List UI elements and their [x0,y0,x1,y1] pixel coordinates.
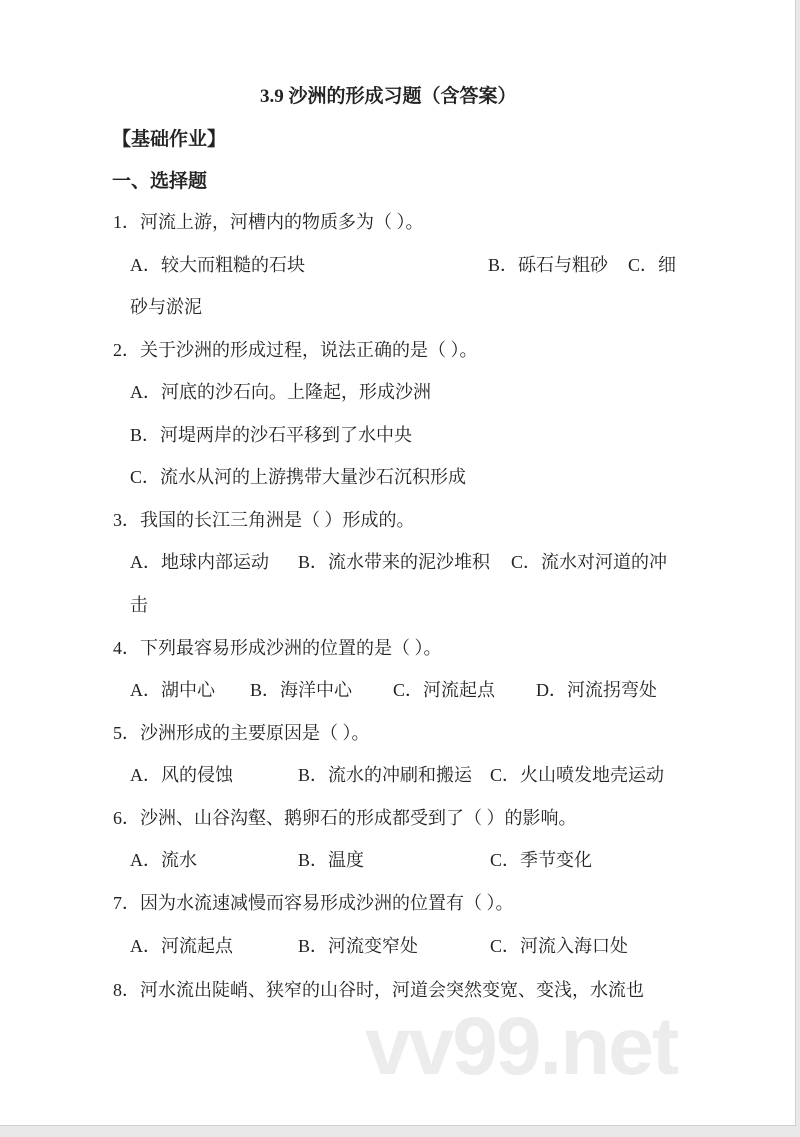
question-5 [0,712,795,754]
question-text: 7．因为水流速减慢而容易形成沙洲的位置有（ ）。 [113,893,514,913]
option-b: B．流水带来的泥沙堆积 [298,552,491,572]
part-heading: 一、选择题 [112,171,208,192]
question-2 [0,329,795,371]
option-c: C．河流起点 [393,680,496,700]
option-a: A．流水 [130,850,197,870]
option-row [0,371,795,413]
question-text: 1．河流上游，河槽内的物质多为（ ）。 [113,212,424,232]
option-a: A．河流起点 [130,936,233,956]
option-a: A．较大而粗糙的石块 [130,255,305,275]
section-line [0,119,795,161]
option-wrap [0,286,795,328]
option-c: C．河流入海口处 [490,936,629,956]
question-4 [0,627,795,669]
question-text: 3．我国的长江三角洲是（ ）形成的。 [113,510,415,530]
doc-title-line [0,76,795,118]
question-text: 2．关于沙洲的形成过程，说法正确的是（ ）。 [113,340,478,360]
option-a: A．河底的沙石向。上隆起，形成沙洲 [130,382,431,402]
section-heading: 【基础作业】 [112,129,227,150]
option-b: B．河流变窄处 [298,936,419,956]
option-b: B．砾石与粗砂 [488,255,609,275]
doc-title: 3.9 沙洲的形成习题（含答案） [260,86,517,107]
option-b: B．流水的冲刷和搬运 [298,765,473,785]
part-line [0,161,795,203]
option-a: A．风的侵蚀 [130,765,233,785]
option-a: A．湖中心 [130,680,215,700]
option-a: A．地球内部运动 [130,552,269,572]
option-b: B．温度 [298,850,365,870]
question-text: 6．沙洲、山谷沟壑、鹅卵石的形成都受到了（ ）的影响。 [113,808,577,828]
option-row [0,456,795,498]
options-row [0,541,795,583]
options-row [0,925,795,967]
question-1 [0,201,795,243]
option-c: C．季节变化 [490,850,593,870]
options-row [0,244,795,286]
option-c: C．流水对河道的冲 [511,552,668,572]
question-text: 8．河水流出陡峭、狭窄的山谷时，河道会突然变宽、变浅，水流也 [113,980,644,1000]
option-c-continued: 砂与淤泥 [130,297,202,317]
watermark: vv99.net [365,1001,678,1092]
question-text: 4．下列最容易形成沙洲的位置的是（ ）。 [113,638,442,658]
question-6 [0,797,795,839]
option-row [0,414,795,456]
option-c: C．火山喷发地壳运动 [490,765,665,785]
option-b: B．河堤两岸的沙石平移到了水中央 [130,425,413,445]
question-3 [0,499,795,541]
option-c: C．流水从河的上游携带大量沙石沉积形成 [130,467,467,487]
option-c: C．细 [628,255,677,275]
options-row [0,754,795,796]
question-7 [0,882,795,924]
option-d: D．河流拐弯处 [536,680,657,700]
options-row [0,839,795,881]
option-b: B．海洋中心 [250,680,353,700]
options-row [0,669,795,711]
option-wrap [0,584,795,626]
option-c-continued: 击 [130,595,148,615]
question-text: 5．沙洲形成的主要原因是（ ）。 [113,723,370,743]
